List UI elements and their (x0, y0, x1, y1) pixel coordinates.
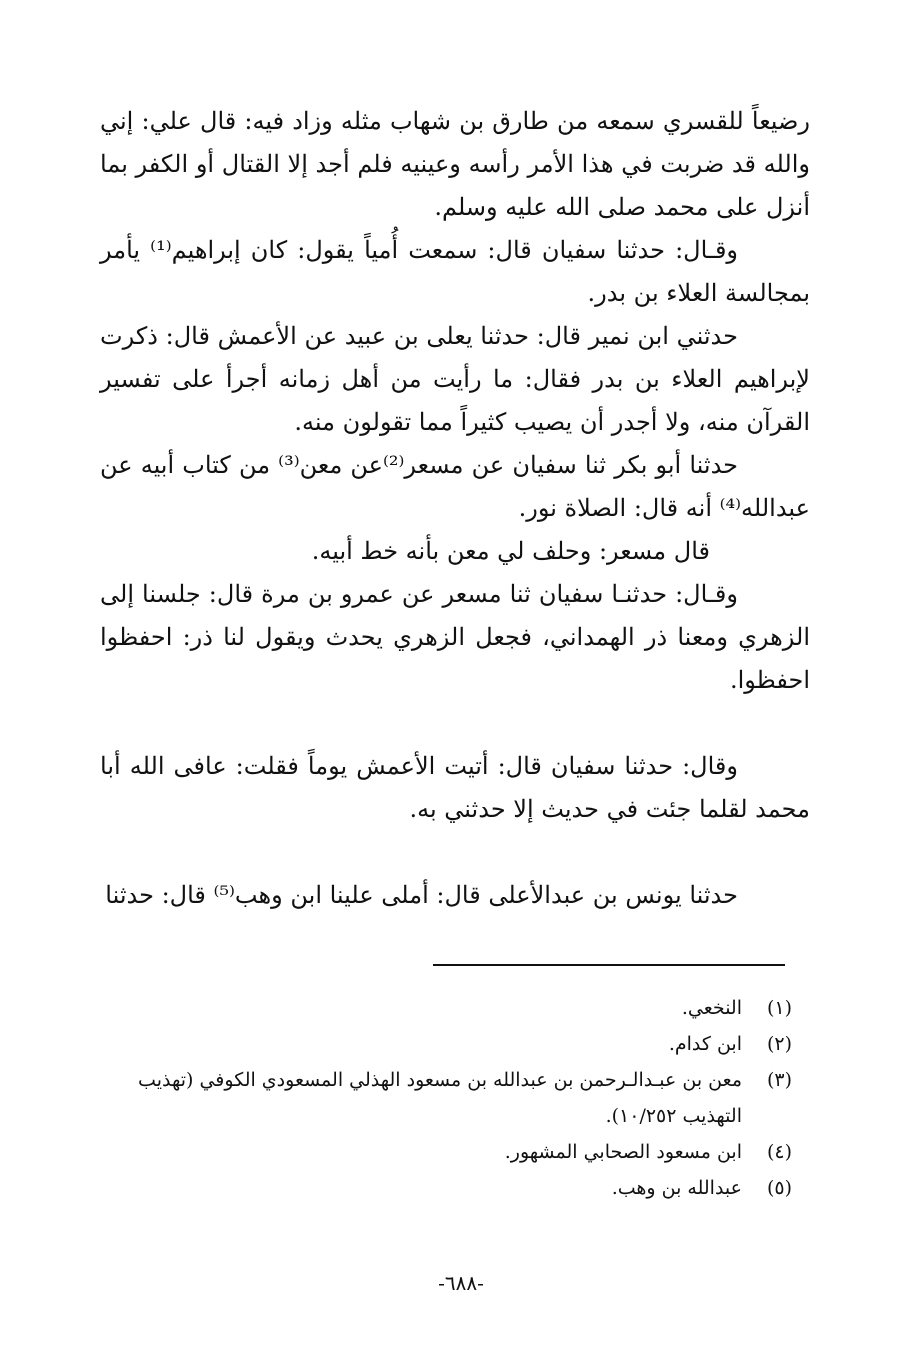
footnote-4 (88, 1134, 792, 1170)
footnotes (88, 990, 792, 1206)
footnote-5 (88, 1170, 792, 1206)
footnote-3 (88, 1062, 792, 1134)
footnote-2 (88, 1026, 792, 1062)
paragraph-2: وقـال: حدثنا سفيان قال: سمعت أُمياً يقول: كان إبراهيم⁽¹⁾ يأمر بمجالسة العلاء بن بدر. (100, 236, 810, 307)
main-text (100, 100, 810, 917)
paragraph-8: حدثنا يونس بن عبدالأعلى قال: أملى علينا ابن وهب⁽⁵⁾ قال: حدثنا (105, 881, 738, 909)
paragraph-5: قال مسعر: وحلف لي معن بأنه خط أبيه. (311, 537, 710, 565)
footnote-separator (433, 964, 785, 966)
footnote-text: النخعي. (681, 997, 742, 1019)
paragraph-4: حدثنا أبو بكر ثنا سفيان عن مسعر⁽²⁾عن معن⁽³⁾ من كتاب أبيه عن عبدالله⁽⁴⁾ أنه قال: الصلاة نور. (100, 451, 810, 522)
paragraph-1: رضيعاً للقسري سمعه من طارق بن شهاب مثله وزاد فيه: قال علي: إني والله قد ضربت في هذا الأمر رأسه وعينيه فلم أجد إلا القتال أو الكفر بما أنزل على محمد صلى الله عليه وسلم. (100, 107, 810, 221)
footnote-text: عبدالله بن وهب. (611, 1177, 742, 1199)
footnote-number: (٤) (766, 1141, 792, 1163)
paragraph-3: حدثني ابن نمير قال: حدثنا يعلى بن عبيد عن الأعمش قال: ذكرت لإبراهيم العلاء بن بدر فقال: ما رأيت من أهل زمانه أجرأ على تفسير القرآن منه، ولا أجدر أن يصيب كثيراً مما تقولون منه. (100, 322, 810, 436)
footnote-text: معن بن عبـدالـرحمن بن عبدالله بن مسعود الهذلي المسعودي الكوفي (تهذيب التهذيب ١٠/٢٥٢). (138, 1069, 742, 1127)
footnote-text: ابن مسعود الصحابي المشهور. (504, 1141, 742, 1163)
footnote-number: (٢) (766, 1033, 792, 1055)
footnote-text: ابن كدام. (668, 1033, 742, 1055)
footnote-number: (٥) (766, 1177, 792, 1199)
footnote-1 (88, 990, 792, 1026)
footnote-number: (١) (766, 997, 792, 1019)
footnote-number: (٣) (766, 1069, 792, 1091)
page-number: -٦٨٨- (438, 1271, 484, 1295)
paragraph-6: وقـال: حدثنـا سفيان ثنا مسعر عن عمرو بن مرة قال: جلسنا إلى الزهري ومعنا ذر الهمداني، فجعل الزهري يحدث ويقول لنا ذر: احفظوا احفظوا. (100, 580, 810, 694)
paragraph-7: وقال: حدثنا سفيان قال: أتيت الأعمش يوماً فقلت: عافى الله أبا محمد لقلما جئت في حديث إلا حدثني به. (100, 752, 810, 823)
